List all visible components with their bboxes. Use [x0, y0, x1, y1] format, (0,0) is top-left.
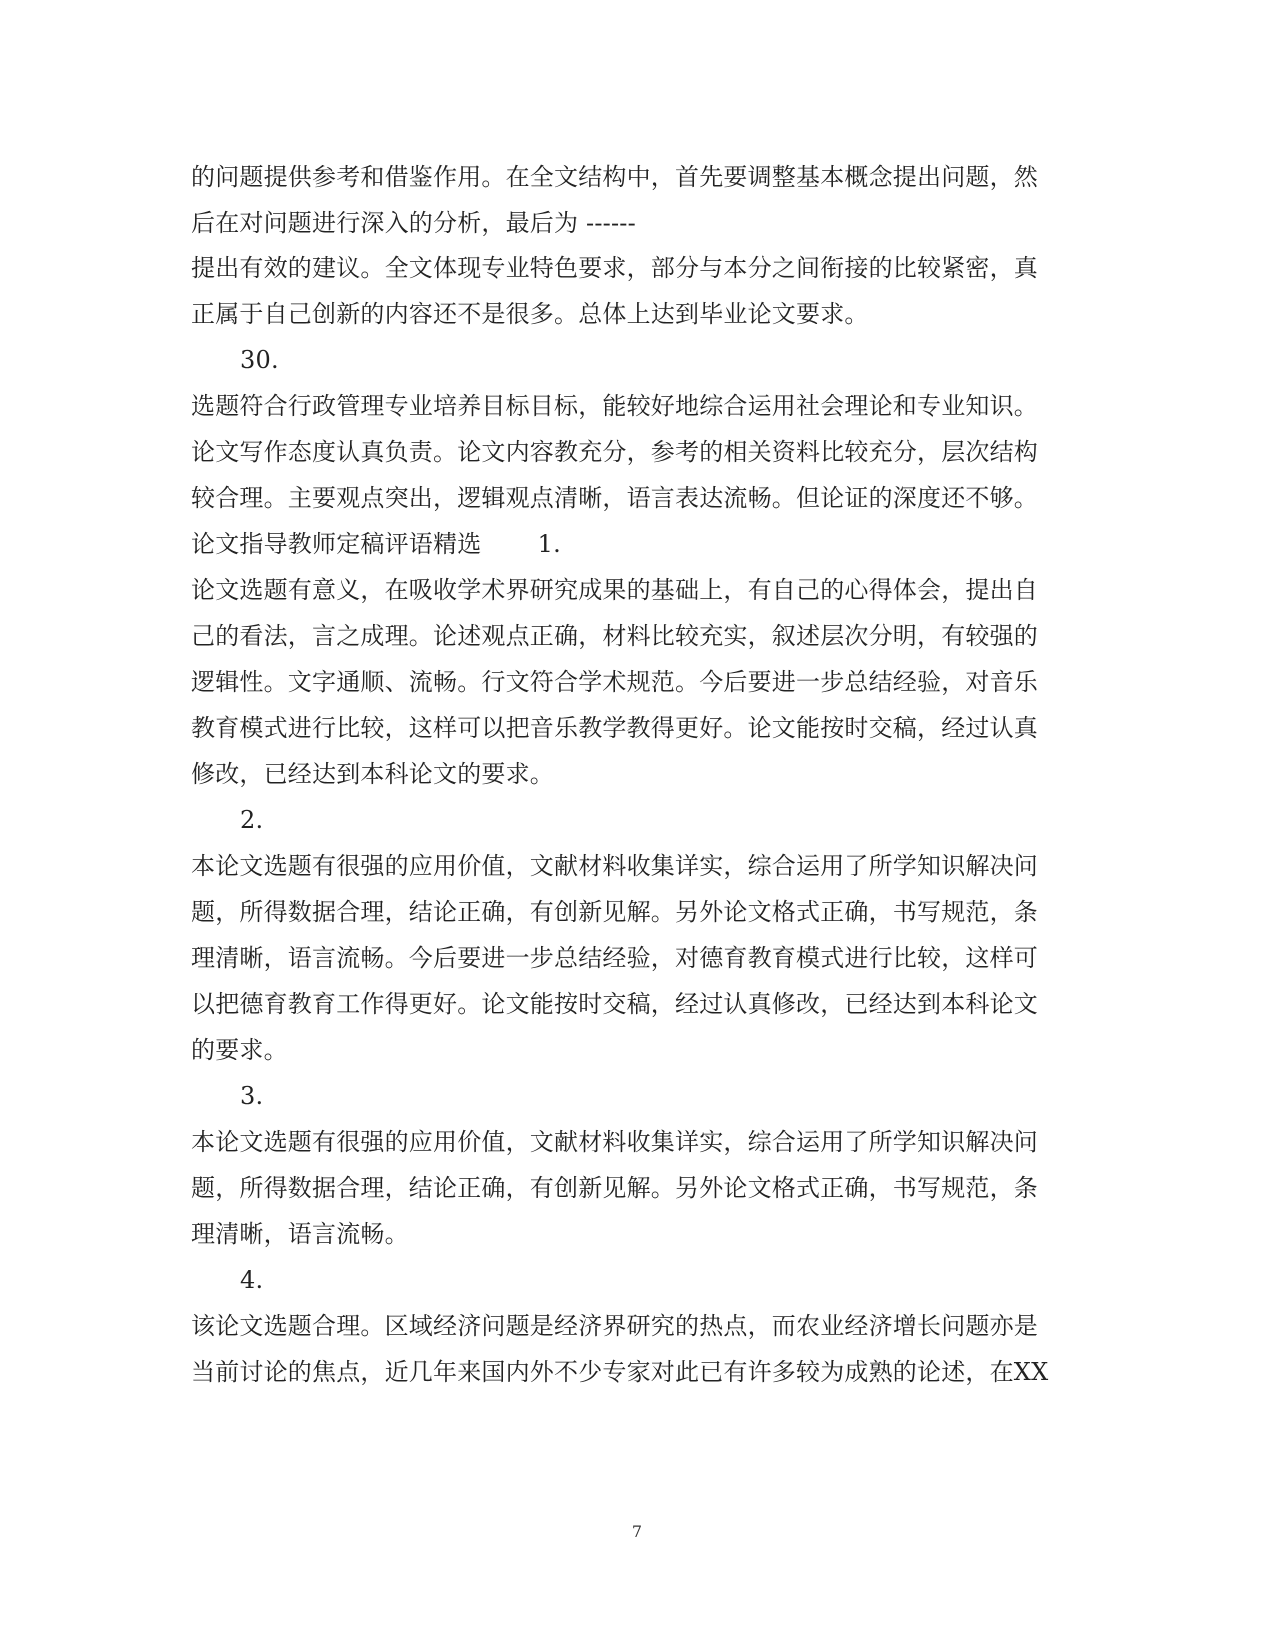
text-line: 后在对问题进行深入的分析，最后为 ------ [191, 209, 636, 237]
text-line: 本论文选题有很强的应用价值，文献材料收集详实，综合运用了所学知识解决问 [191, 1128, 1038, 1156]
text-line: 题，所得数据合理，结论正确，有创新见解。另外论文格式正确，书写规范，条 [191, 898, 1038, 926]
text-line: 该论文选题合理。区域经济问题是经济界研究的热点，而农业经济增长问题亦是 [191, 1312, 1038, 1340]
item-number: 3. [240, 1082, 264, 1110]
text-line: 的问题提供参考和借鉴作用。在全文结构中，首先要调整基本概念提出问题，然 [191, 163, 1038, 191]
text-line: 修改，已经达到本科论文的要求。 [191, 760, 554, 788]
text-line: 论文选题有意义，在吸收学术界研究成果的基础上，有自己的心得体会，提出自 [191, 576, 1038, 604]
text-line: 理清晰，语言流畅。 [191, 1220, 409, 1248]
text-line: 提出有效的建议。全文体现专业特色要求，部分与本分之间衔接的比较紧密，真 [191, 254, 1038, 282]
item-number: 30. [240, 346, 279, 374]
text-line: 理清晰，语言流畅。今后要进一步总结经验，对德育教育模式进行比较，这样可 [191, 944, 1038, 972]
text-line: 题，所得数据合理，结论正确，有创新见解。另外论文格式正确，书写规范，条 [191, 1174, 1038, 1202]
page-number: 7 [631, 1522, 643, 1541]
section-heading: 论文指导教师定稿评语精选 1. [191, 530, 561, 558]
item-number: 2. [240, 806, 264, 834]
text-line: 以把德育教育工作得更好。论文能按时交稿，经过认真修改，已经达到本科论文 [191, 990, 1038, 1018]
text-line: 己的看法，言之成理。论述观点正确，材料比较充实，叙述层次分明，有较强的 [191, 622, 1038, 650]
text-line: 的要求。 [191, 1036, 288, 1064]
text-line: 本论文选题有很强的应用价值，文献材料收集详实，综合运用了所学知识解决问 [191, 852, 1038, 880]
text-line: 逻辑性。文字通顺、流畅。行文符合学术规范。今后要进一步总结经验，对音乐 [191, 668, 1038, 696]
text-line: 当前讨论的焦点，近几年来国内外不少专家对此已有许多较为成熟的论述，在XX [191, 1358, 1049, 1386]
text-line: 正属于自己创新的内容还不是很多。总体上达到毕业论文要求。 [191, 300, 869, 328]
item-number: 4. [240, 1266, 264, 1294]
text-line: 论文写作态度认真负责。论文内容教充分，参考的相关资料比较充分，层次结构 [191, 438, 1038, 466]
text-line: 选题符合行政管理专业培养目标目标，能较好地综合运用社会理论和专业知识。 [191, 392, 1038, 420]
text-line: 较合理。主要观点突出，逻辑观点清晰，语言表达流畅。但论证的深度还不够。 [191, 484, 1038, 512]
text-line: 教育模式进行比较，这样可以把音乐教学教得更好。论文能按时交稿，经过认真 [191, 714, 1038, 742]
